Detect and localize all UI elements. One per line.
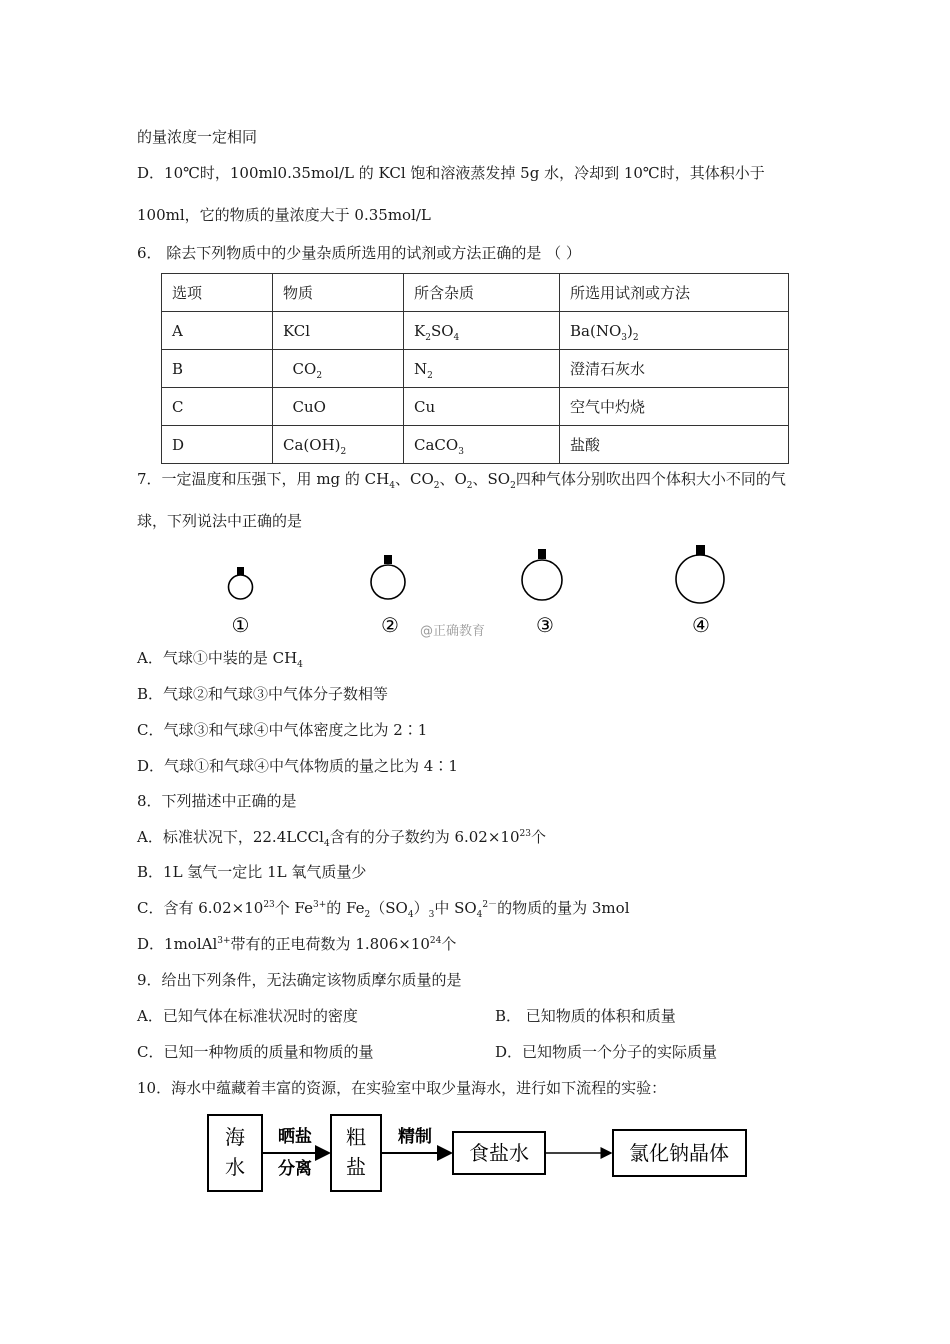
header-method: 所选用试剂或方法	[560, 274, 789, 312]
q5-option-d-line2: 100ml，它的物质的量浓度大于 0.35mol/L	[137, 206, 431, 224]
q8-option-c: C．含有 $6.02\times 10^{23}$个 $Fe^{3+}$的 $Fe_2(SO_4)_3$中 $SO_4^{2-}$的物质的量为 3mol	[137, 899, 630, 920]
box-brine-label: 食盐水	[469, 1141, 529, 1165]
cell-method: 盐酸	[560, 426, 789, 464]
q9-options-row2	[137, 1042, 837, 1062]
balloon-label-3: ③	[536, 613, 554, 637]
q8-option-d: D．1molAl$^{3+}$带有的正电荷数为 $1.806\times 10^{24}$个	[137, 935, 457, 953]
q7-option-a: A．气球①中装的是 $CH_4$	[137, 649, 303, 670]
cell-impurity: CaCO$_3$	[404, 426, 560, 464]
header-substance: 物质	[273, 274, 404, 312]
box-seawater-char2: 水	[225, 1155, 245, 1179]
q9-option-d: D．已知物质一个分子的实际质量	[495, 1043, 718, 1061]
cell-impurity: $K_2SO_4$	[404, 312, 560, 350]
balloons-figure	[190, 545, 790, 640]
watermark: @正确教育	[420, 624, 486, 639]
q8-stem: 8．下列描述中正确的是	[137, 792, 297, 810]
q7-option-b: B．气球②和气球③中气体分子数相等	[137, 685, 389, 703]
table-row	[162, 426, 789, 464]
table-row	[162, 350, 789, 388]
q8-option-a: A．标准状况下，22.4LCCl$_4$含有的分子数约为 $6.02\times 10^{23}$个	[137, 828, 546, 849]
q7-stem-line2: 球，下列说法中正确的是	[137, 512, 303, 530]
balloon-label-1: ①	[231, 613, 250, 637]
cell-option: C	[162, 388, 273, 426]
q9-option-c: C．已知一种物质的质量和物质的量	[137, 1043, 374, 1061]
header-option: 选项	[162, 274, 273, 312]
cell-substance: $CO_2$	[273, 350, 404, 388]
q5-continuation: 的量浓度一定相同	[137, 128, 258, 146]
q7-stem-line1: 7．一定温度和压强下，用 mg 的 $CH_4$、$CO_2$、$O_2$、$SO_2$四种气体分别吹出四个体积大小不同的气	[137, 470, 786, 491]
balloon-1	[229, 567, 253, 637]
cell-method: $Ba(NO_3)_2$	[560, 312, 789, 350]
balloon-3	[522, 549, 562, 637]
table-row	[162, 312, 789, 350]
flow-diagram	[205, 1112, 750, 1197]
balloon-2	[371, 555, 405, 637]
arrow-1-label-top: 晒盐	[278, 1127, 312, 1147]
arrow-1-label-bottom: 分离	[278, 1159, 312, 1179]
balloon-label-2: ②	[381, 613, 399, 637]
cell-option: B	[162, 350, 273, 388]
cell-substance: KCl	[273, 312, 404, 350]
q9-stem: 9．给出下列条件，无法确定该物质摩尔质量的是	[137, 971, 462, 989]
q9-option-b: B． 已知物质的体积和质量	[495, 1007, 676, 1025]
box-crude-salt-char1: 粗	[346, 1125, 366, 1149]
cell-impurity: $N_2$	[404, 350, 560, 388]
q7-option-d: D．气球①和气球④中气体物质的量之比为 4∶1	[137, 757, 458, 775]
cell-substance: CuO	[273, 388, 404, 426]
box-nacl-crystal-label: 氯化钠晶体	[629, 1141, 729, 1165]
header-impurity: 所含杂质	[404, 274, 560, 312]
cell-substance: $Ca(OH)_2$	[273, 426, 404, 464]
q5-option-d-line1: D．10℃时，100ml0.35mol/L 的 KCl 饱和溶液蒸发掉 5g 水，冷却到 10℃时，其体积小于	[137, 164, 765, 182]
q6-table	[161, 273, 789, 464]
q9-options-row1	[137, 1006, 837, 1026]
balloon-4	[676, 545, 724, 637]
cell-option: D	[162, 426, 273, 464]
cell-method: 澄清石灰水	[560, 350, 789, 388]
q10-stem: 10．海水中蕴藏着丰富的资源，在实验室中取少量海水，进行如下流程的实验：	[137, 1079, 667, 1097]
cell-option: A	[162, 312, 273, 350]
q7-option-c: C．气球③和气球④中气体密度之比为 2∶1	[137, 721, 428, 739]
arrow-2-label: 精制	[398, 1127, 432, 1147]
box-crude-salt-char2: 盐	[346, 1155, 366, 1179]
balloon-label-4: ④	[692, 613, 710, 637]
q6-stem: 6． 除去下列物质中的少量杂质所选用的试剂或方法正确的是 （ ）	[137, 244, 581, 262]
q8-option-b: B．1L 氢气一定比 1L 氧气质量少	[137, 863, 367, 881]
q9-option-a: A．已知气体在标准状况时的密度	[137, 1007, 358, 1025]
table-header-row	[162, 274, 789, 312]
cell-method: 空气中灼烧	[560, 388, 789, 426]
table-row	[162, 388, 789, 426]
box-seawater-char1: 海	[225, 1125, 245, 1149]
cell-impurity: Cu	[404, 388, 560, 426]
